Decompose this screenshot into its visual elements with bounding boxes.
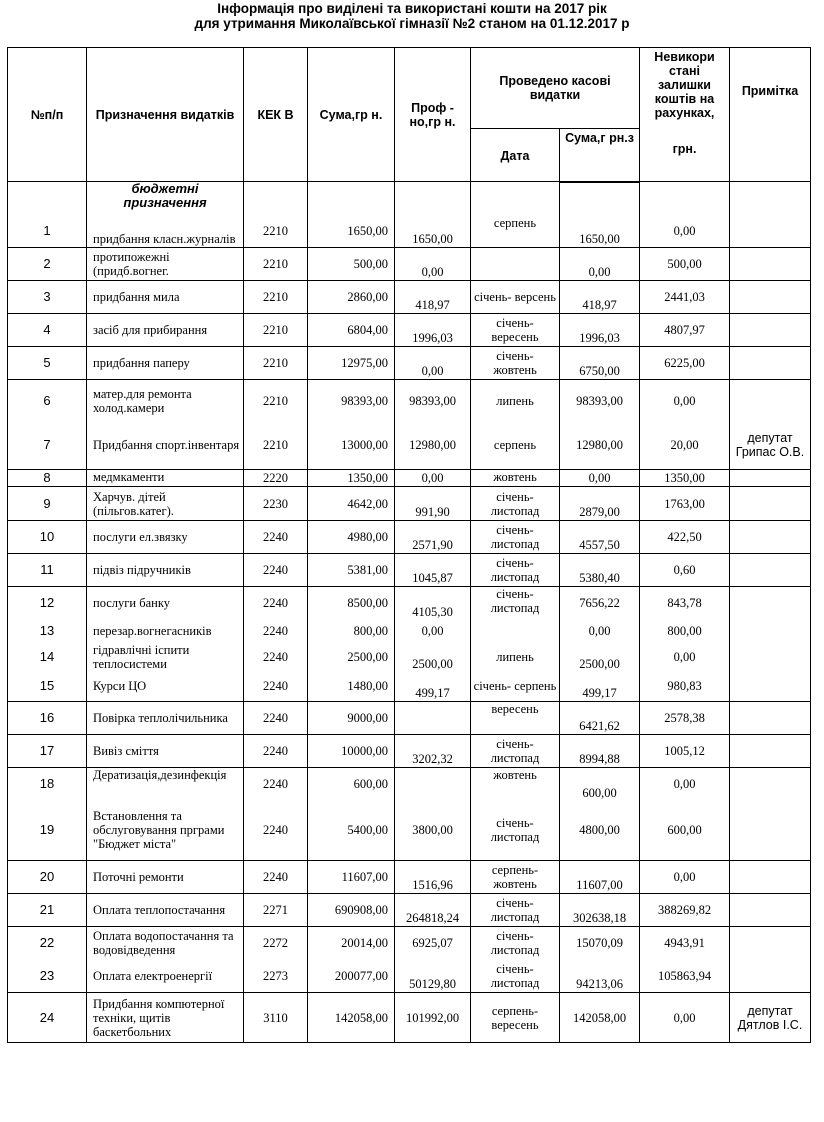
table-row xyxy=(8,735,811,768)
row-prof: 418,97 xyxy=(395,281,471,314)
col-header-unused xyxy=(640,48,730,182)
row-sum: 4980,00 xyxy=(308,521,395,554)
row-sum: 5400,00 xyxy=(308,801,395,861)
row-number: 21 xyxy=(8,894,87,927)
row-purpose: Вивіз сміття xyxy=(87,735,244,768)
row-prof: 0,00 xyxy=(395,248,471,281)
row-date: січень- вересень xyxy=(471,314,560,347)
row-number: 14 xyxy=(8,642,87,672)
row-date: січень- листопад xyxy=(471,587,560,620)
row-note xyxy=(730,281,811,314)
row-date: серпень xyxy=(471,422,560,470)
row-number: 4 xyxy=(8,314,87,347)
row-purpose: придбання класн.журналів xyxy=(87,216,244,248)
row-sum: 690908,00 xyxy=(308,894,395,927)
row-note xyxy=(730,216,811,248)
row-cash-sum: 302638,18 xyxy=(560,894,640,927)
row-kekv: 2240 xyxy=(244,554,308,587)
table-row xyxy=(8,248,811,281)
row-note xyxy=(730,470,811,487)
row-kekv: 2210 xyxy=(244,380,308,422)
row-prof: 50129,80 xyxy=(395,960,471,993)
row-number: 10 xyxy=(8,521,87,554)
table-row xyxy=(8,216,811,248)
col-header-unused-text: Невикори стані залишки коштів на рахунках, xyxy=(654,50,715,120)
row-note xyxy=(730,735,811,768)
row-number: 11 xyxy=(8,554,87,587)
row-purpose: придбання мила xyxy=(87,281,244,314)
row-kekv: 2240 xyxy=(244,642,308,672)
row-cash-sum: 418,97 xyxy=(560,281,640,314)
row-sum: 20014,00 xyxy=(308,927,395,960)
row-purpose: Курси ЦО xyxy=(87,672,244,702)
row-number: 5 xyxy=(8,347,87,380)
document-title-line-1: Інформація про виділені та використані кошти на 2017 рік xyxy=(217,1,607,16)
row-date: серпень xyxy=(471,216,560,248)
row-prof: 3202,32 xyxy=(395,735,471,768)
row-cash-sum: 142058,00 xyxy=(560,993,640,1043)
row-date: січень- жовтень xyxy=(471,347,560,380)
col-header-sum: Сума,гр н. xyxy=(308,48,395,182)
row-prof: 98393,00 xyxy=(395,380,471,422)
table-row xyxy=(8,554,811,587)
col-header-num: №п/п xyxy=(8,48,87,182)
row-prof: 12980,00 xyxy=(395,422,471,470)
row-cash-sum: 5380,40 xyxy=(560,554,640,587)
row-prof: 1996,03 xyxy=(395,314,471,347)
row-date: січень- листопад xyxy=(471,894,560,927)
row-date xyxy=(471,620,560,642)
row-prof: 1045,87 xyxy=(395,554,471,587)
col-header-cash-sum: Сума,г рн.з xyxy=(560,129,640,182)
row-sum: 200077,00 xyxy=(308,960,395,993)
row-note xyxy=(730,801,811,861)
table-row xyxy=(8,894,811,927)
row-unused: 388269,82 xyxy=(640,894,730,927)
row-cash-sum: 12980,00 xyxy=(560,422,640,470)
row-sum: 800,00 xyxy=(308,620,395,642)
row-cash-sum: 499,17 xyxy=(560,672,640,702)
row-purpose: Оплата водопостачання та водовідведення xyxy=(87,927,244,960)
row-number: 6 xyxy=(8,380,87,422)
table-row xyxy=(8,801,811,861)
row-date: січень- серпень xyxy=(471,672,560,702)
row-unused: 0,00 xyxy=(640,768,730,801)
row-sum: 9000,00 xyxy=(308,702,395,735)
row-sum: 6804,00 xyxy=(308,314,395,347)
table-row xyxy=(8,861,811,894)
row-unused: 2441,03 xyxy=(640,281,730,314)
row-cash-sum: 6421,62 xyxy=(560,702,640,735)
row-prof: 0,00 xyxy=(395,470,471,487)
table-row xyxy=(8,960,811,993)
row-unused: 843,78 xyxy=(640,587,730,620)
row-unused: 0,00 xyxy=(640,642,730,672)
section-row xyxy=(8,182,811,216)
row-kekv: 2210 xyxy=(244,422,308,470)
row-cash-sum: 98393,00 xyxy=(560,380,640,422)
table-row xyxy=(8,927,811,960)
row-date xyxy=(471,248,560,281)
row-purpose: перезар.вогнегасників xyxy=(87,620,244,642)
col-header-date: Дата xyxy=(471,129,560,182)
row-cash-sum: 600,00 xyxy=(560,768,640,801)
row-purpose: Оплата електроенергії xyxy=(87,960,244,993)
row-date: січень- листопад xyxy=(471,487,560,521)
row-kekv: 2240 xyxy=(244,521,308,554)
row-note xyxy=(730,248,811,281)
row-date: липень xyxy=(471,380,560,422)
row-sum: 11607,00 xyxy=(308,861,395,894)
row-unused: 0,00 xyxy=(640,861,730,894)
row-number: 19 xyxy=(8,801,87,861)
col-header-kekv: КЕК В xyxy=(244,48,308,182)
row-kekv: 2210 xyxy=(244,314,308,347)
row-note: депутат Грипас О.В. xyxy=(730,422,811,470)
row-purpose: матер.для ремонта холод.камери xyxy=(87,380,244,422)
row-prof: 1650,00 xyxy=(395,216,471,248)
row-date: вересень xyxy=(471,702,560,735)
row-date: січень- листопад xyxy=(471,801,560,861)
row-number: 24 xyxy=(8,993,87,1043)
row-number: 22 xyxy=(8,927,87,960)
row-number: 12 xyxy=(8,587,87,620)
table-row xyxy=(8,521,811,554)
row-unused: 1350,00 xyxy=(640,470,730,487)
row-purpose: послуги ел.звязку xyxy=(87,521,244,554)
table-row xyxy=(8,587,811,620)
row-note xyxy=(730,487,811,521)
row-kekv: 2240 xyxy=(244,768,308,801)
row-purpose: підвіз підручників xyxy=(87,554,244,587)
row-date: січень- листопад xyxy=(471,735,560,768)
row-date: серпень- жовтень xyxy=(471,861,560,894)
row-unused: 0,00 xyxy=(640,380,730,422)
table-row xyxy=(8,702,811,735)
row-date: липень xyxy=(471,642,560,672)
row-number: 15 xyxy=(8,672,87,702)
row-unused: 500,00 xyxy=(640,248,730,281)
col-header-unused-unit: грн. xyxy=(672,142,697,156)
row-cash-sum: 94213,06 xyxy=(560,960,640,993)
row-purpose: гідравлічні іспити теплосистеми xyxy=(87,642,244,672)
row-purpose: засіб для прибирання xyxy=(87,314,244,347)
row-purpose: Поточні ремонти xyxy=(87,861,244,894)
row-sum: 1480,00 xyxy=(308,672,395,702)
row-date: січень- листопад xyxy=(471,521,560,554)
row-cash-sum: 0,00 xyxy=(560,248,640,281)
row-prof: 0,00 xyxy=(395,620,471,642)
row-note xyxy=(730,380,811,422)
table-row xyxy=(8,993,811,1043)
row-purpose: Дератизація,дезинфекція xyxy=(87,768,244,801)
row-unused: 6225,00 xyxy=(640,347,730,380)
section-label: бюджетні призначення xyxy=(87,182,244,216)
row-note xyxy=(730,347,811,380)
row-number: 16 xyxy=(8,702,87,735)
row-kekv: 2240 xyxy=(244,801,308,861)
row-note: депутат Дятлов І.С. xyxy=(730,993,811,1043)
row-sum: 1350,00 xyxy=(308,470,395,487)
row-sum: 1650,00 xyxy=(308,216,395,248)
row-kekv: 2272 xyxy=(244,927,308,960)
row-prof: 2500,00 xyxy=(395,642,471,672)
document-title-line-2: для утримання Миколаївської гімназії №2 станом на 01.12.2017 р xyxy=(194,16,630,31)
row-sum: 13000,00 xyxy=(308,422,395,470)
row-number: 1 xyxy=(8,216,87,248)
row-cash-sum: 1650,00 xyxy=(560,216,640,248)
row-sum: 142058,00 xyxy=(308,993,395,1043)
row-cash-sum: 6750,00 xyxy=(560,347,640,380)
row-kekv: 2210 xyxy=(244,216,308,248)
row-note xyxy=(730,587,811,620)
row-prof: 4105,30 xyxy=(395,587,471,620)
row-note xyxy=(730,894,811,927)
row-number: 8 xyxy=(8,470,87,487)
table-row xyxy=(8,487,811,521)
row-unused: 0,00 xyxy=(640,216,730,248)
row-purpose: Оплата теплопостачання xyxy=(87,894,244,927)
row-purpose: Придбання компютерної техніки, щитів баскетбольних xyxy=(87,993,244,1043)
row-note xyxy=(730,702,811,735)
row-sum: 5381,00 xyxy=(308,554,395,587)
row-number: 18 xyxy=(8,768,87,801)
row-prof: 0,00 xyxy=(395,347,471,380)
row-unused: 0,60 xyxy=(640,554,730,587)
row-number: 13 xyxy=(8,620,87,642)
row-number: 3 xyxy=(8,281,87,314)
row-sum: 2860,00 xyxy=(308,281,395,314)
row-prof: 264818,24 xyxy=(395,894,471,927)
row-number: 2 xyxy=(8,248,87,281)
row-prof: 3800,00 xyxy=(395,801,471,861)
row-kekv: 2210 xyxy=(244,281,308,314)
row-number: 23 xyxy=(8,960,87,993)
row-prof: 6925,07 xyxy=(395,927,471,960)
row-note xyxy=(730,521,811,554)
row-unused: 980,83 xyxy=(640,672,730,702)
row-sum: 2500,00 xyxy=(308,642,395,672)
table-row xyxy=(8,470,811,487)
row-note xyxy=(730,642,811,672)
row-cash-sum: 0,00 xyxy=(560,620,640,642)
table-row xyxy=(8,380,811,422)
table-row xyxy=(8,620,811,642)
row-unused: 800,00 xyxy=(640,620,730,642)
row-date: січень- листопад xyxy=(471,554,560,587)
row-sum: 4642,00 xyxy=(308,487,395,521)
row-number: 9 xyxy=(8,487,87,521)
row-date: жовтень xyxy=(471,470,560,487)
row-date: серпень- вересень xyxy=(471,993,560,1043)
row-unused: 20,00 xyxy=(640,422,730,470)
row-unused: 2578,38 xyxy=(640,702,730,735)
row-purpose: Придбання спорт.інвентаря xyxy=(87,422,244,470)
row-kekv: 2210 xyxy=(244,347,308,380)
row-kekv: 3110 xyxy=(244,993,308,1043)
row-sum: 10000,00 xyxy=(308,735,395,768)
row-sum: 600,00 xyxy=(308,768,395,801)
row-unused: 1005,12 xyxy=(640,735,730,768)
table-row xyxy=(8,281,811,314)
row-date: січень- версень xyxy=(471,281,560,314)
col-header-purpose: Призначення видатків xyxy=(87,48,244,182)
row-note xyxy=(730,768,811,801)
col-header-note: Примітка xyxy=(730,48,811,182)
row-note xyxy=(730,861,811,894)
row-kekv: 2240 xyxy=(244,620,308,642)
table-row xyxy=(8,347,811,380)
row-kekv: 2273 xyxy=(244,960,308,993)
row-prof: 101992,00 xyxy=(395,993,471,1043)
row-date: жовтень xyxy=(471,768,560,801)
row-cash-sum: 2500,00 xyxy=(560,642,640,672)
row-kekv: 2240 xyxy=(244,702,308,735)
row-note xyxy=(730,960,811,993)
row-kekv: 2210 xyxy=(244,248,308,281)
row-purpose: протипожежні (придб.вогнег. xyxy=(87,248,244,281)
table-row xyxy=(8,422,811,470)
row-purpose: Встановлення та обслуговування прграми "Бюджет міста" xyxy=(87,801,244,861)
row-kekv: 2240 xyxy=(244,735,308,768)
row-number: 17 xyxy=(8,735,87,768)
row-unused: 105863,94 xyxy=(640,960,730,993)
row-date: січень- листопад xyxy=(471,927,560,960)
row-cash-sum: 2879,00 xyxy=(560,487,640,521)
col-header-prof: Проф - но,гр н. xyxy=(395,48,471,182)
row-cash-sum: 8994,88 xyxy=(560,735,640,768)
row-cash-sum: 4557,50 xyxy=(560,521,640,554)
row-purpose: Харчув. дітей (пільгов.катег). xyxy=(87,487,244,521)
row-sum: 8500,00 xyxy=(308,587,395,620)
row-number: 7 xyxy=(8,422,87,470)
row-prof xyxy=(395,702,471,735)
row-kekv: 2230 xyxy=(244,487,308,521)
row-cash-sum: 15070,09 xyxy=(560,927,640,960)
row-purpose: Повірка теплолічильника xyxy=(87,702,244,735)
row-cash-sum: 11607,00 xyxy=(560,861,640,894)
row-kekv: 2240 xyxy=(244,672,308,702)
row-kekv: 2220 xyxy=(244,470,308,487)
row-prof: 991,90 xyxy=(395,487,471,521)
row-unused: 600,00 xyxy=(640,801,730,861)
row-note xyxy=(730,927,811,960)
budget-table xyxy=(7,47,811,1043)
table-row xyxy=(8,672,811,702)
row-kekv: 2240 xyxy=(244,587,308,620)
row-cash-sum: 0,00 xyxy=(560,470,640,487)
table-row xyxy=(8,642,811,672)
row-prof: 499,17 xyxy=(395,672,471,702)
row-kekv: 2240 xyxy=(244,861,308,894)
row-prof: 1516,96 xyxy=(395,861,471,894)
row-purpose: медмкаменти xyxy=(87,470,244,487)
row-cash-sum: 1996,03 xyxy=(560,314,640,347)
table-row xyxy=(8,768,811,801)
row-unused: 4943,91 xyxy=(640,927,730,960)
row-purpose: послуги банку xyxy=(87,587,244,620)
row-kekv: 2271 xyxy=(244,894,308,927)
budget-table-body xyxy=(8,182,811,1043)
col-header-cash-expenses: Проведено касові видатки xyxy=(471,48,640,129)
row-cash-sum: 4800,00 xyxy=(560,801,640,861)
row-note xyxy=(730,314,811,347)
row-prof: 2571,90 xyxy=(395,521,471,554)
row-unused: 422,50 xyxy=(640,521,730,554)
row-date: січень- листопад xyxy=(471,960,560,993)
row-prof xyxy=(395,768,471,801)
table-row xyxy=(8,314,811,347)
row-sum: 500,00 xyxy=(308,248,395,281)
row-unused: 1763,00 xyxy=(640,487,730,521)
row-unused: 0,00 xyxy=(640,993,730,1043)
row-sum: 12975,00 xyxy=(308,347,395,380)
row-note xyxy=(730,672,811,702)
row-unused: 4807,97 xyxy=(640,314,730,347)
row-purpose: придбання паперу xyxy=(87,347,244,380)
row-note xyxy=(730,620,811,642)
row-sum: 98393,00 xyxy=(308,380,395,422)
row-cash-sum: 7656,22 xyxy=(560,587,640,620)
row-number: 20 xyxy=(8,861,87,894)
row-note xyxy=(730,554,811,587)
